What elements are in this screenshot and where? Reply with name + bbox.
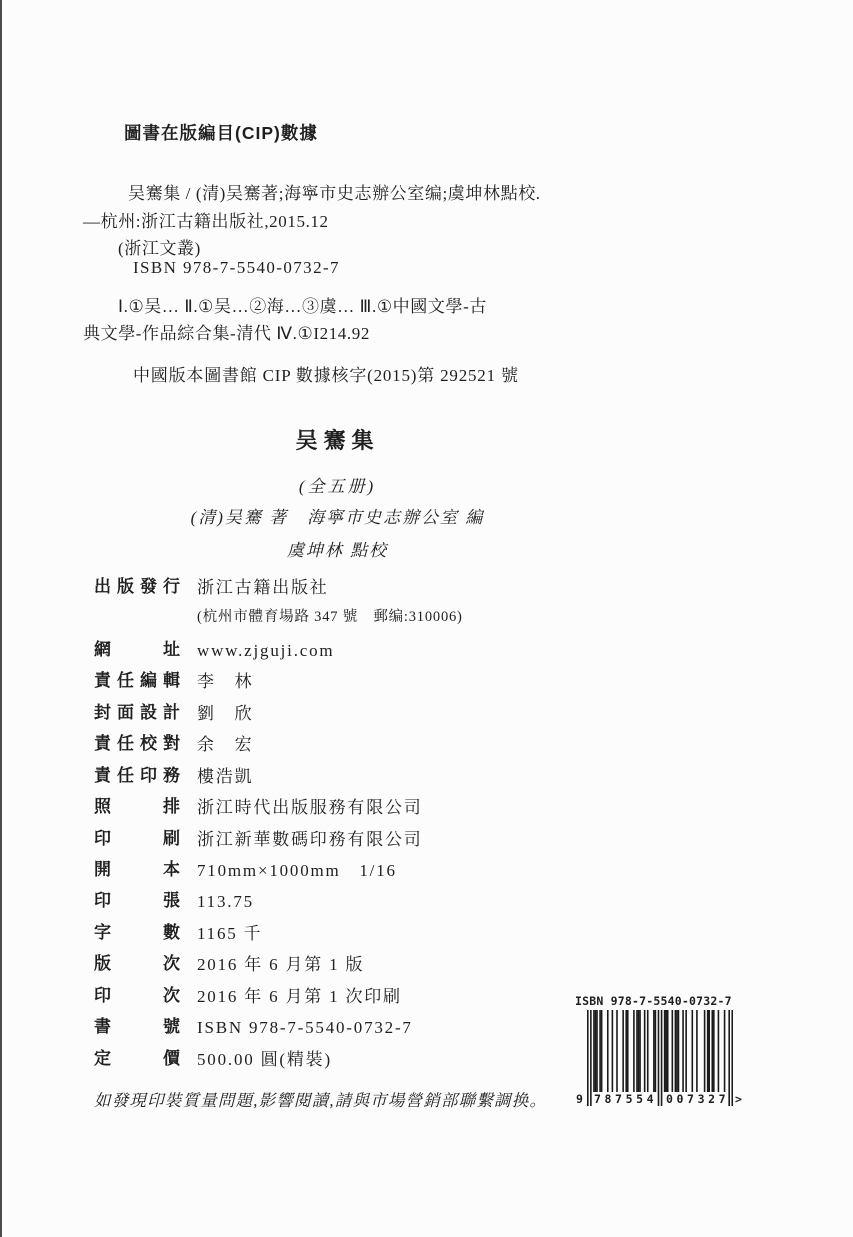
colophon-value: 李 林 (197, 672, 254, 692)
cip-record-line: 吴騫集 / (清)吴騫著;海寧市史志辦公室编;虞坤林點校. (128, 184, 541, 203)
cip-number-line: 中國版本圖書館 CIP 數據核字(2015)第 292521 號 (133, 366, 519, 385)
colophon-label: 印次 (94, 985, 180, 1005)
barcode-left-digits: 787554 (594, 1092, 658, 1106)
author-line: (清)吴騫 著 海寧市史志辦公室 編 (190, 508, 485, 527)
colophon-label: 責任校對 (94, 734, 180, 754)
colophon-value: 1165 千 (197, 923, 263, 943)
colophon-row (94, 765, 694, 796)
cip-classification-line: 典文學-作品綜合集-清代 Ⅳ.①I214.92 (83, 324, 370, 343)
title-block (85, 428, 590, 562)
colophon-label: 出版發行 (94, 577, 180, 596)
colophon-label: 照排 (94, 797, 180, 817)
colophon-value: 余 宏 (197, 735, 254, 755)
book-price: 500.00 圓(精裝) (197, 1049, 332, 1069)
colophon-label: 責任印務 (94, 765, 180, 785)
colophon-value: 浙江時代出版服務有限公司 (197, 798, 423, 818)
colophon-label: 責任編輯 (94, 671, 180, 691)
colophon-row (94, 733, 694, 764)
cip-classification-line: Ⅰ.①吴… Ⅱ.①吴…②海…③虞… Ⅲ.①中國文學-古 (118, 297, 487, 316)
colophon-row (94, 639, 694, 670)
publisher-address: (杭州市體育場路 347 號 郵编:310006) (197, 609, 463, 626)
barcode-lead-digit: 9 (576, 1092, 583, 1106)
colophon-row (94, 702, 694, 733)
colophon-label: 版次 (94, 954, 180, 974)
colophon-row (94, 859, 694, 890)
colophon-value: 樓浩凱 (197, 766, 254, 786)
colophon-label: 書號 (94, 1017, 180, 1037)
colophon-value: 浙江新華數碼印務有限公司 (197, 829, 423, 849)
isbn-barcode (573, 994, 758, 1126)
scan-edge-artifact (0, 0, 2, 1237)
colophon-label: 印張 (94, 891, 180, 911)
cip-isbn-line: ISBN 978-7-5540-0732-7 (133, 258, 340, 277)
book-isbn: ISBN 978-7-5540-0732-7 (197, 1018, 413, 1038)
editor-line: 虞坤林 點校 (286, 541, 389, 560)
colophon-row (94, 922, 694, 953)
colophon-row (94, 828, 694, 859)
colophon-label: 網址 (94, 639, 180, 659)
colophon-row (94, 890, 694, 921)
colophon-row (94, 670, 694, 701)
colophon-row (94, 576, 694, 607)
volume-note: (全五册) (298, 477, 377, 496)
colophon-label: 字數 (94, 922, 180, 942)
colophon-value: 710mm×1000mm 1/16 (197, 860, 397, 880)
barcode-right-digits: 007327 (666, 1092, 730, 1106)
colophon-label: 定價 (94, 1048, 180, 1068)
colophon-value: 2016 年 6 月第 1 次印刷 (197, 986, 402, 1006)
colophon-row (94, 953, 694, 984)
colophon-value: 113.75 (197, 892, 254, 912)
cip-heading: 圖書在版編目(CIP)數據 (124, 123, 318, 143)
colophon-label: 開本 (94, 859, 180, 879)
website-url: www.zjguji.com (197, 640, 335, 660)
book-title: 吴騫集 (295, 428, 380, 453)
barcode-isbn-text: ISBN 978-7-5540-0732-7 (575, 994, 732, 1008)
colophon-row (94, 796, 694, 827)
cip-record-line: (浙江文叢) (118, 239, 201, 258)
colophon-value: 2016 年 6 月第 1 版 (197, 955, 365, 975)
colophon-row (94, 607, 694, 638)
quality-footnote: 如發現印裝質量問題,影響閱讀,請與市場營銷部聯繫調换。 (94, 1091, 548, 1110)
colophon-value: 劉 欣 (197, 703, 254, 723)
barcode-suffix: > (735, 1092, 742, 1106)
colophon-label: 封面設計 (94, 702, 180, 722)
colophon-label: 印刷 (94, 828, 180, 848)
colophon-value: 浙江古籍出版社 (197, 578, 329, 597)
cip-record-line: —杭州:浙江古籍出版社,2015.12 (83, 212, 329, 231)
